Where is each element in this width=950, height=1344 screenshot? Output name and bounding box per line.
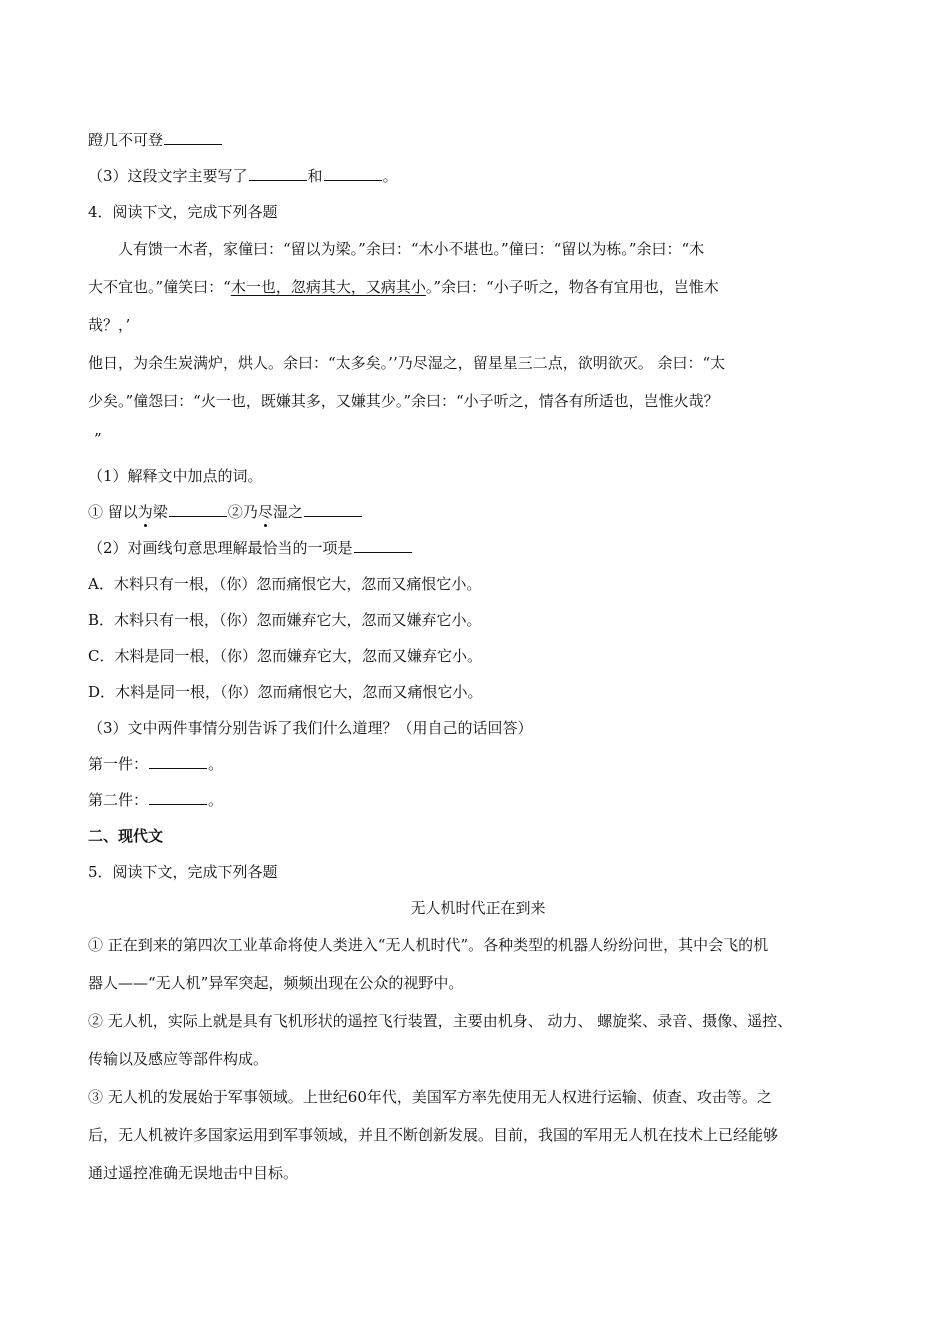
text-line — [88, 122, 868, 158]
article-line: 后，无人机被许多国家运用到军事领域，并且不断创新发展。目前，我国的军用无人机在技术上已经能够 — [88, 1126, 779, 1144]
answer-blank[interactable] — [149, 767, 207, 769]
text: 和 — [307, 167, 323, 185]
answer-line — [88, 746, 868, 782]
option-c: C．木料是同一根，（你）忽而嫌弃它大，忽而又嫌弃它小。 — [88, 647, 482, 665]
document-page — [88, 122, 868, 1192]
text: 梁 — [152, 503, 168, 521]
answer-line — [88, 782, 868, 818]
text: ②乃 — [227, 503, 258, 521]
option-d: D．木料是同一根，（你）忽而痛恨它大，忽而又痛恨它小。 — [88, 683, 483, 701]
text: 。 — [382, 167, 398, 185]
text: 。 — [208, 755, 224, 773]
article-line: 器人——“无人机”异军突起，频频出现在公众的视野中。 — [88, 974, 464, 992]
question-line — [88, 530, 868, 566]
text: 蹬几不可登 — [88, 131, 164, 149]
text: 湿之 — [272, 503, 303, 521]
text: 第一件： — [88, 755, 149, 773]
dotted-word: 为 — [137, 503, 153, 521]
article-line: ③ 无人机的发展始于军事领域。上世纪60年代，美国军方率先使用无人权进行运输、侦查、攻击等。之 — [88, 1088, 772, 1106]
dotted-word: 尽 — [257, 503, 273, 521]
section-heading: 二、现代文 — [88, 827, 164, 845]
text: （3）这段文字主要写了 — [88, 167, 248, 185]
text: （2）对画线句意思理解最恰当的一项是 — [88, 539, 353, 557]
answer-blank[interactable] — [354, 551, 412, 553]
text: 第二件： — [88, 791, 149, 809]
passage-line: ” — [94, 430, 102, 448]
text: ① 留以 — [88, 503, 138, 521]
answer-blank[interactable] — [164, 143, 222, 145]
answer-blank[interactable] — [149, 803, 207, 805]
option-b: B．木料只有一根，（你）忽而嫌弃它大，忽而又嫌弃它小。 — [88, 611, 482, 629]
article-line: 通过遥控准确无误地击中目标。 — [88, 1164, 299, 1182]
option-a: A．木料只有一根，（你）忽而痛恨它大，忽而又痛恨它小。 — [88, 575, 482, 593]
passage-line: 少矣。”僮怨曰：“火一也，既嫌其多，又嫌其少。”余曰：“小子听之，情各有所适也，岂惟火哉？ — [88, 392, 719, 410]
text: 大不宜也。”僮笑曰：“ — [88, 278, 231, 296]
article-title: 无人机时代正在到来 — [410, 899, 546, 917]
question-line — [88, 494, 868, 530]
question-line — [88, 158, 868, 194]
article-line: 传输以及感应等部件构成。 — [88, 1050, 269, 1068]
question-title: 4．阅读下文，完成下列各题 — [88, 203, 278, 221]
text: 。 — [208, 791, 224, 809]
question-title: 5．阅读下文，完成下列各题 — [88, 863, 278, 881]
passage-line — [88, 268, 868, 306]
article-line: ② 无人机，实际上就是具有飞机形状的遥控飞行装置，主要由机身、 动力、 螺旋桨、录音、摄像、遥控、 — [88, 1012, 793, 1030]
answer-blank[interactable] — [169, 515, 227, 517]
passage-line: 他日，为余生炭满炉，烘人。余曰：“太多矣。’’乃尽湿之，留星星三二点，欲明欲灭。 余曰：“太 — [88, 354, 726, 372]
underlined-sentence: 木一也，忽病其大，又病其小 — [230, 278, 426, 296]
question-line: （3）文中两件事情分别告诉了我们什么道理？（用自己的话回答） — [88, 719, 533, 737]
article-line: ① 正在到来的第四次工业革命将使人类进入“无人机时代”。各种类型的机器人纷纷问世，其中会飞的机 — [88, 936, 769, 954]
text: 。”余曰：“小子听之，物各有宜用也，岂惟木 — [425, 278, 719, 296]
passage-line: 哉？，’ — [88, 316, 131, 334]
passage-line: 人有馈一木者，家僮曰：“留以为梁。”余曰：“木小不堪也。”僮曰：“留以为栋。”余曰：“木 — [118, 240, 705, 258]
answer-blank[interactable] — [324, 179, 382, 181]
answer-blank[interactable] — [304, 515, 362, 517]
answer-blank[interactable] — [249, 179, 307, 181]
question-line: （1）解释文中加点的词。 — [88, 467, 263, 485]
